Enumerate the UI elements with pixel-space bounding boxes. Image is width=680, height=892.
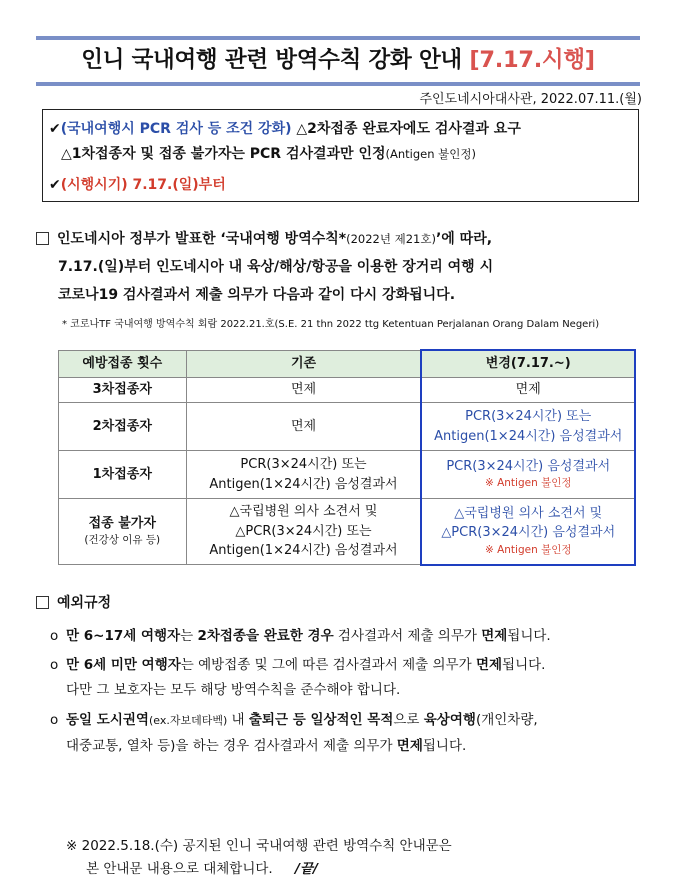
intro-text-1a: 인도네시아 정부가 발표한 ‘국내여행 방역수칙* <box>57 231 347 247</box>
table-row <box>59 451 636 499</box>
old-rule: 면제 <box>186 403 421 451</box>
row-label-main: 접종 불가자 <box>88 515 156 531</box>
row-label-sub: (건강상 이유 등) <box>84 534 161 547</box>
exception-item <box>50 624 551 644</box>
new-rule-line: △국립병원 의사 소견서 및 <box>454 505 603 521</box>
exception-text: 는 <box>180 628 198 644</box>
title-highlight: [7.17.시행] <box>469 47 595 73</box>
page-title <box>36 42 640 74</box>
bullet-icon: o <box>50 657 59 673</box>
exception-text: 됩니다. <box>422 738 467 754</box>
exception-small: (ex.자보데타벡) <box>148 714 228 727</box>
exception-bold: 만 6세 미만 여행자 <box>66 657 181 673</box>
intro-line-1 <box>36 228 492 248</box>
checkmark-icon: ✔ <box>49 177 61 193</box>
exception-item <box>50 708 538 728</box>
table-header: 기존 <box>186 350 421 378</box>
bullet-icon: o <box>50 628 59 644</box>
checkmark-icon: ✔ <box>49 121 61 137</box>
summary-label-3: (시행시기) 7.17.(일)부터 <box>60 177 226 193</box>
bullet-icon: o <box>50 712 59 728</box>
exception-bold: 동일 도시권역 <box>66 712 149 728</box>
intro-line-2: 7.17.(일)부터 인도네시아 내 육상/해상/항공을 이용한 장거리 여행 시 <box>58 259 494 275</box>
exception-bold: 2차접종을 완료한 경우 <box>197 628 334 644</box>
exception-text: 으로 <box>393 712 424 728</box>
row-label: 3차접종자 <box>59 378 187 403</box>
summary-line-1 <box>49 118 521 138</box>
summary-line-3 <box>49 174 226 194</box>
old-rule: 면제 <box>186 378 421 403</box>
new-rule-note: ※ Antigen 불인정 <box>484 543 572 556</box>
exception-bold: 면제 <box>475 657 503 673</box>
summary-label-1: (국내여행시 PCR 검사 등 조건 강화) <box>60 121 292 137</box>
new-rule <box>421 403 635 451</box>
title-main: 인니 국내여행 관련 방역수칙 강화 안내 <box>81 47 462 73</box>
row-label <box>59 499 187 565</box>
exception-bold: 육상여행 <box>423 712 476 728</box>
table-header-row <box>59 350 636 378</box>
old-rule-line: △국립병원 의사 소견서 및 <box>229 504 378 520</box>
old-rule-line: Antigen(1×24시간) 음성결과서 <box>209 543 398 559</box>
intro-text-1-small: (2022년 제21호) <box>346 232 436 246</box>
old-rule-line: △PCR(3×24시간) 또는 <box>235 523 372 539</box>
closing-text: 본 안내문 내용으로 대체합니다. <box>86 861 273 877</box>
exception-bold: 면제 <box>481 628 508 644</box>
title-rule-bottom <box>36 82 640 86</box>
title-rule-top <box>36 36 640 40</box>
table-header: 변경(7.17.~) <box>421 350 635 378</box>
intro-footnote: * 코로나TF 국내여행 방역수칙 회람 2022.21.호(S.E. 21 thn 2022 ttg Ketentuan Perjalanan Orang Dalam Negeri) <box>62 319 600 330</box>
checkbox-square-icon <box>36 232 49 245</box>
exception-item-continued <box>66 734 466 754</box>
intro-text-1b: ’에 따라, <box>435 231 493 247</box>
summary-small-2: (Antigen 불인정) <box>385 147 476 161</box>
closing-end-mark: /끝/ <box>295 861 318 877</box>
exception-item <box>50 653 545 673</box>
exception-bold: 출퇴근 등 일상적인 목적 <box>248 712 394 728</box>
new-rule <box>421 499 635 565</box>
table-header: 예방접종 횟수 <box>59 350 187 378</box>
summary-text-2: △1차접종자 및 접종 불가자는 PCR 검사결과만 인정 <box>61 146 386 162</box>
exception-text: 내 <box>227 712 249 728</box>
exception-text: 됩니다. <box>507 628 551 644</box>
exception-bold: 면제 <box>396 738 423 754</box>
new-rule: 면제 <box>421 378 635 403</box>
old-rule <box>186 499 421 565</box>
closing-line-1: ※ 2022.5.18.(수) 공지된 인니 국내여행 관련 방역수칙 안내문은 <box>66 838 452 854</box>
old-rule-line: PCR(3×24시간) 또는 <box>240 457 367 472</box>
new-rule-line: Antigen(1×24시간) 음성결과서 <box>434 428 623 444</box>
summary-box <box>42 109 639 202</box>
old-rule <box>186 451 421 499</box>
new-rule-line: PCR(3×24시간) 음성결과서 <box>446 458 611 474</box>
exception-text: (개인차량, <box>475 712 538 728</box>
old-rule-line: Antigen(1×24시간) 음성결과서 <box>209 476 398 492</box>
checkbox-square-icon <box>36 596 49 609</box>
table-row <box>59 403 636 451</box>
exceptions-heading <box>36 592 111 612</box>
exception-text: 됩니다. <box>502 657 546 673</box>
exception-text: 는 예방접종 및 그에 따른 검사결과서 제출 의무가 <box>180 657 476 673</box>
exception-text: 검사결과서 제출 의무가 <box>333 628 482 644</box>
row-label: 2차접종자 <box>59 403 187 451</box>
table-row <box>59 499 636 565</box>
row-label: 1차접종자 <box>59 451 187 499</box>
closing-line-2 <box>86 857 318 877</box>
intro-line-3: 코로나19 검사결과서 제출 의무가 다음과 같이 다시 강화됩니다. <box>58 287 456 303</box>
vaccination-table <box>58 349 636 566</box>
summary-line-2 <box>61 143 476 163</box>
exception-text: 대중교통, 열차 등)을 하는 경우 검사결과서 제출 의무가 <box>66 738 397 754</box>
issuer-date: 주인도네시아대사관, 2022.07.11.(월) <box>419 92 642 107</box>
new-rule-note: ※ Antigen 불인정 <box>484 477 572 490</box>
new-rule <box>421 451 635 499</box>
exception-bold: 만 6~17세 여행자 <box>66 628 181 644</box>
exceptions-heading-text: 예외규정 <box>57 595 112 611</box>
new-rule-line: PCR(3×24시간) 또는 <box>465 409 592 424</box>
table-row <box>59 378 636 403</box>
new-rule-line: △PCR(3×24시간) 음성결과서 <box>441 525 616 541</box>
exception-item-continued: 다만 그 보호자는 모두 해당 방역수칙을 준수해야 합니다. <box>66 682 401 698</box>
summary-text-1: △2차접종 완료자에도 검사결과 요구 <box>291 121 521 137</box>
